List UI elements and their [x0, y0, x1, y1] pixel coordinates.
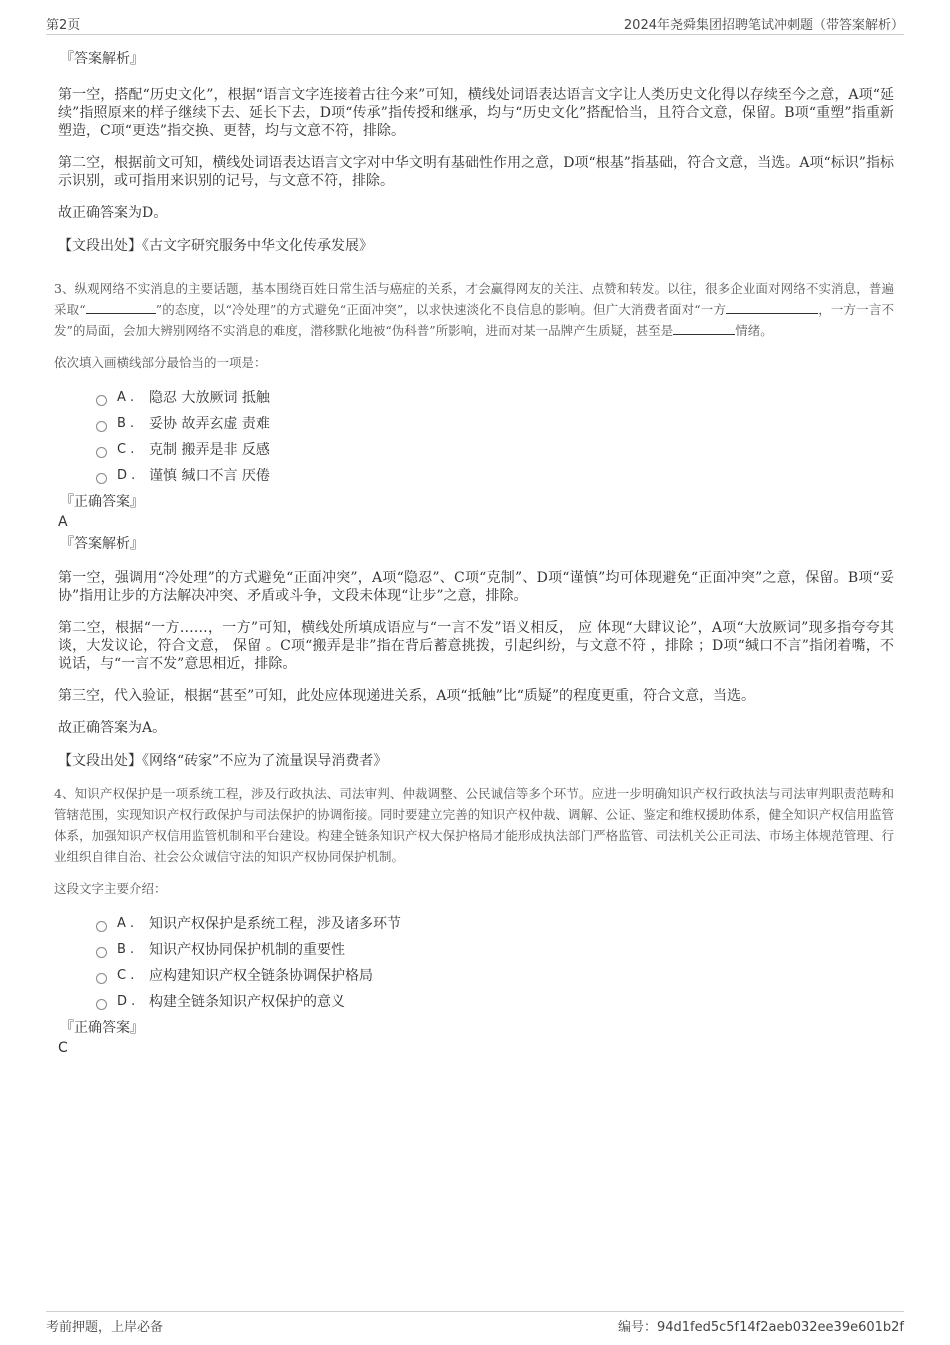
source-citation: 【文段出处】《古文字研究服务中华文化传承发展》	[58, 238, 373, 254]
correct-answer-value: C	[58, 1040, 68, 1056]
question-prompt: 这段文字主要介绍：	[54, 881, 167, 896]
question-3-text	[54, 278, 894, 341]
fill-blank	[86, 300, 156, 314]
option-text: 谨慎 缄口不言 厌倦	[149, 468, 270, 484]
option-text: 克制 搬弄是非 反感	[149, 442, 270, 458]
radio-icon[interactable]	[96, 999, 107, 1010]
question-text-part: ”的态度，以“冷处理”的方式避免“正面冲突”，以求快速淡化不良信息的影响。但广大消费者面对“一方	[155, 302, 727, 317]
option-letter: A .	[117, 916, 135, 931]
document-title: 2024年尧舜集团招聘笔试冲刺题（带答案解析）	[623, 18, 904, 33]
page-header	[46, 14, 904, 35]
analysis-paragraph: 第一空，搭配“历史文化”，根据“语言文字连接着古往今来”可知，横线处词语表达语言文字让人类历史文化得以存续至今之意，A项“延续”指照原来的样子继续下去、延长下去，D项“传承”指传授和继承，均与“历史文化”搭配恰当，且符合文意，保留。B项“重塑”指重新塑造，C项“更迭”指交换、更替，均与文意不符，排除。	[58, 87, 894, 139]
option-a[interactable]	[96, 911, 894, 937]
option-letter: B .	[117, 942, 135, 957]
option-c[interactable]	[96, 437, 894, 463]
analysis-label: 『答案解析』	[60, 51, 144, 67]
source-citation: 【文段出处】《网络“砖家”不应为了流量误导消费者》	[58, 753, 388, 769]
question-text-part: 情绪。	[735, 323, 773, 338]
option-letter: D .	[117, 468, 136, 483]
question-4-text: 4、知识产权保护是一项系统工程，涉及行政执法、司法审判、仲裁调整、公民诚信等多个环节。应进一步明确知识产权行政执法与司法审判职责范畴和管辖范围，实现知识产权行政保护与司法保护的协调衔接。同时要建立完善的知识产权仲裁、调解、公证、鉴定和维权援助体系，健全知识产权信用监管体系，加强知识产权信用监管机制和平台建设。构建全链条知识产权大保护格局才能形成执法部门严格监管、司法机关公正司法、市场主体规范管理、行业组织自律自治、社会公众诚信守法的知识产权协同保护机制。	[54, 786, 894, 864]
option-text: 应构建知识产权全链条协调保护格局	[149, 968, 373, 984]
option-text: 妥协 故弄玄虚 责难	[149, 416, 270, 432]
option-letter: C .	[117, 442, 135, 457]
radio-icon[interactable]	[96, 447, 107, 458]
analysis-paragraph: 第三空，代入验证，根据“甚至”可知，此处应体现递进关系，A项“抵触”比“质疑”的程度更重，符合文意，当选。	[58, 688, 756, 704]
option-d[interactable]	[96, 989, 894, 1015]
correct-answer-label: 『正确答案』	[60, 494, 144, 510]
question-prompt: 依次填入画横线部分最恰当的一项是：	[54, 355, 267, 370]
option-a[interactable]	[96, 385, 894, 411]
radio-icon[interactable]	[96, 473, 107, 484]
option-letter: D .	[117, 994, 136, 1009]
correct-answer-label: 『正确答案』	[60, 1020, 144, 1036]
question-text-part: ，一方一言不发”的局面，会加大辨别网络不实消息的难度，潜移默化地被“伪科普”所影响，进而对某一品牌产生质疑，甚至是	[54, 302, 894, 338]
analysis-paragraph: 第二空，根据“一方……，一方”可知，横线处所填成语应与“一言不发”语义相反， 应 体现“大肆议论”，A项“大放厥词”现多指夸夸其谈，大发议论，符合文意， 保留 。C项“搬弄是非”指在背后蓄意挑拨，引起纠纷，与文意不符 ，排除 ；D项“缄口不言”指闭着嘴，不说话，与“一言不发”意思相近，排除。	[58, 620, 894, 672]
radio-icon[interactable]	[96, 421, 107, 432]
analysis-paragraph: 第二空，根据前文可知，横线处词语表达语言文字对中华文明有基础性作用之意，D项“根基”指基础，符合文意，当选。A项“标识”指标示识别，或可指用来识别的记号，与文意不符，排除。	[58, 155, 894, 189]
analysis-label: 『答案解析』	[60, 536, 144, 552]
option-c[interactable]	[96, 963, 894, 989]
fill-blank	[673, 321, 735, 335]
footer-slogan: 考前押题，上岸必备	[46, 1320, 164, 1335]
analysis-conclusion: 故正确答案为D。	[58, 205, 168, 221]
page-number: 第2页	[46, 18, 81, 33]
question-4-options	[96, 911, 894, 1015]
fill-blank	[726, 300, 818, 314]
radio-icon[interactable]	[96, 973, 107, 984]
page-content	[56, 44, 894, 1057]
option-letter: B .	[117, 416, 135, 431]
option-text: 隐忍 大放厥词 抵触	[149, 390, 270, 406]
radio-icon[interactable]	[96, 395, 107, 406]
analysis-conclusion: 故正确答案为A。	[58, 720, 167, 736]
option-text: 知识产权协同保护机制的重要性	[149, 942, 345, 958]
option-text: 构建全链条知识产权保护的意义	[149, 994, 345, 1010]
radio-icon[interactable]	[96, 921, 107, 932]
radio-icon[interactable]	[96, 947, 107, 958]
correct-answer-value: A	[58, 514, 68, 530]
option-text: 知识产权保护是系统工程，涉及诸多环节	[149, 916, 401, 932]
question-3-options	[96, 385, 894, 489]
question-text-part: 3、纵观网络不实消息的主要话题，基本围绕百姓日常生活与癌症的关系，才会赢得网友的关注、点赞和转发。以往，很多企业面对网络不实消息，普遍采取“	[54, 281, 894, 317]
analysis-paragraph: 第一空，强调用“冷处理”的方式避免“正面冲突”，A项“隐忍”、C项“克制”、D项“谨慎”均可体现避免“正面冲突”之意，保留。B项“妥协”指用让步的方法解决冲突、矛盾或斗争，文段未体现“让步”之意，排除。	[58, 570, 894, 604]
option-b[interactable]	[96, 937, 894, 963]
option-letter: C .	[117, 968, 135, 983]
option-d[interactable]	[96, 463, 894, 489]
option-letter: A .	[117, 390, 135, 405]
option-b[interactable]	[96, 411, 894, 437]
document-code: 编号：94d1fed5c5f14f2aeb032ee39e601b2f	[617, 1320, 904, 1335]
page-footer	[46, 1311, 904, 1334]
